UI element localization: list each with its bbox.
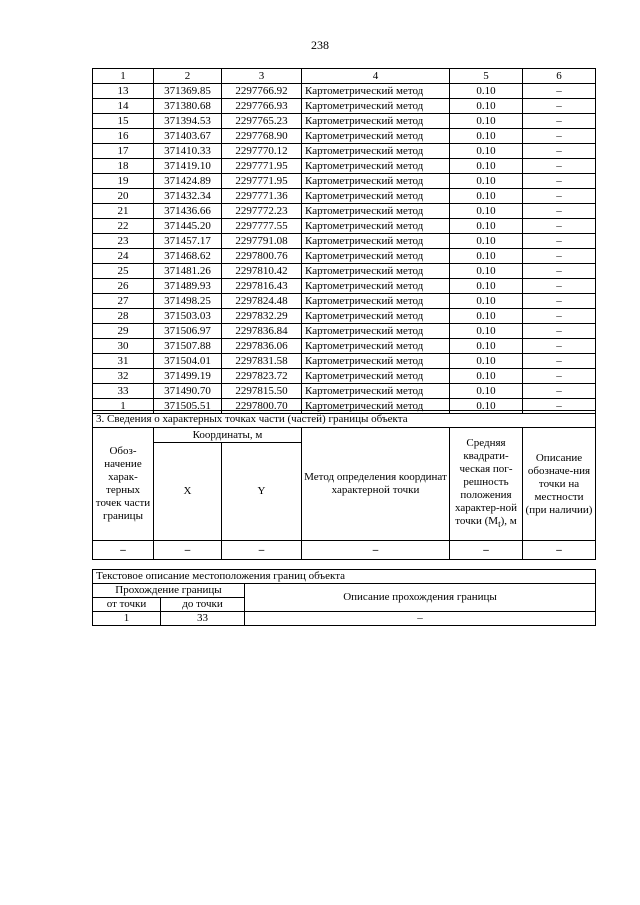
accuracy-header: Средняя квадрати-ческая пог-решность положения характер-ной точки $(M_t)$, м [450, 428, 523, 541]
description-cell: – [523, 159, 596, 174]
method-cell: Картометрический метод [302, 324, 450, 339]
method-cell: Картометрический метод [302, 174, 450, 189]
y-coordinate-cell: 2297836.84 [222, 324, 302, 339]
accuracy-cell: 0.10 [450, 114, 523, 129]
description-cell: – [523, 279, 596, 294]
description-cell: – [523, 234, 596, 249]
point-number-cell: 24 [93, 249, 154, 264]
point-number-cell: 32 [93, 369, 154, 384]
x-coordinate-cell: 371489.93 [154, 279, 222, 294]
method-cell: Картометрический метод [302, 204, 450, 219]
header-cell: 5 [450, 69, 523, 84]
point-number-cell: 29 [93, 324, 154, 339]
method-cell: Картометрический метод [302, 84, 450, 99]
description-cell: – [523, 294, 596, 309]
boundary-text-table [92, 569, 596, 626]
x-coordinate-cell: 371410.33 [154, 144, 222, 159]
method-cell: Картометрический метод [302, 339, 450, 354]
description-cell: – [523, 339, 596, 354]
table-row [93, 294, 596, 309]
accuracy-cell: 0.10 [450, 84, 523, 99]
method-cell: Картометрический метод [302, 189, 450, 204]
to-point-header: до точки [161, 598, 245, 612]
point-number-cell: 31 [93, 354, 154, 369]
point-number-cell: 15 [93, 114, 154, 129]
method-cell: Картометрический метод [302, 129, 450, 144]
header-cell: 2 [154, 69, 222, 84]
y-coordinate-cell: 2297771.95 [222, 159, 302, 174]
method-cell: Картометрический метод [302, 369, 450, 384]
point-number-cell: 1 [93, 399, 154, 414]
x-coordinate-cell: 371419.10 [154, 159, 222, 174]
x-coordinate-cell: 371403.67 [154, 129, 222, 144]
y-coordinate-cell: 2297770.12 [222, 144, 302, 159]
accuracy-cell: 0.10 [450, 129, 523, 144]
point-number-cell: 30 [93, 339, 154, 354]
passage-description-header: Описание прохождения границы [245, 584, 596, 612]
x-coordinate-cell: 371432.34 [154, 189, 222, 204]
description-cell: – [523, 189, 596, 204]
point-number-cell: 22 [93, 219, 154, 234]
accuracy-cell: 0.10 [450, 159, 523, 174]
empty-cell: – [450, 541, 523, 560]
part-points-table [92, 410, 596, 560]
section-title: 3. Сведения о характерных точках части (частей) границы объекта [93, 411, 596, 428]
y-coordinate-cell: 2297836.06 [222, 339, 302, 354]
accuracy-cell: 0.10 [450, 324, 523, 339]
accuracy-cell: 0.10 [450, 339, 523, 354]
method-cell: Картометрический метод [302, 114, 450, 129]
point-number-cell: 28 [93, 309, 154, 324]
passage-header: Прохождение границы [93, 584, 245, 598]
text-description-title: Текстовое описание местоположения границ объекта [93, 570, 596, 584]
accuracy-cell: 0.10 [450, 234, 523, 249]
coordinates-table [92, 68, 596, 414]
description-cell: – [523, 144, 596, 159]
point-number-cell: 23 [93, 234, 154, 249]
x-coordinate-cell: 371457.17 [154, 234, 222, 249]
header-cell: 4 [302, 69, 450, 84]
x-coordinate-cell: 371468.62 [154, 249, 222, 264]
y-coordinate-cell: 2297832.29 [222, 309, 302, 324]
table-row [93, 249, 596, 264]
table-row [93, 204, 596, 219]
method-cell: Картометрический метод [302, 309, 450, 324]
coordinates-header: Координаты, м [154, 428, 302, 443]
description-cell: – [523, 369, 596, 384]
table-header-row [93, 69, 596, 84]
point-number-cell: 17 [93, 144, 154, 159]
empty-cell: – [523, 541, 596, 560]
from-point-value: 1 [93, 612, 161, 626]
point-number-cell: 27 [93, 294, 154, 309]
description-cell: – [523, 84, 596, 99]
y-coordinate-cell: 2297768.90 [222, 129, 302, 144]
x-header: X [154, 443, 222, 541]
accuracy-cell: 0.10 [450, 384, 523, 399]
empty-cell: – [302, 541, 450, 560]
y-coordinate-cell: 2297800.76 [222, 249, 302, 264]
description-cell: – [523, 399, 596, 414]
method-cell: Картометрический метод [302, 294, 450, 309]
table-row [93, 309, 596, 324]
y-coordinate-cell: 2297771.95 [222, 174, 302, 189]
point-number-cell: 13 [93, 84, 154, 99]
x-coordinate-cell: 371499.19 [154, 369, 222, 384]
method-cell: Картометрический метод [302, 384, 450, 399]
x-coordinate-cell: 371424.89 [154, 174, 222, 189]
y-coordinate-cell: 2297766.92 [222, 84, 302, 99]
accuracy-cell: 0.10 [450, 369, 523, 384]
table-row [93, 369, 596, 384]
y-coordinate-cell: 2297771.36 [222, 189, 302, 204]
description-cell: – [523, 219, 596, 234]
table-row [93, 324, 596, 339]
method-cell: Картометрический метод [302, 264, 450, 279]
accuracy-cell: 0.10 [450, 294, 523, 309]
y-header: Y [222, 443, 302, 541]
y-coordinate-cell: 2297824.48 [222, 294, 302, 309]
table-row [93, 114, 596, 129]
table-row [93, 84, 596, 99]
header-cell: 6 [523, 69, 596, 84]
table-row [93, 219, 596, 234]
description-cell: – [523, 264, 596, 279]
description-cell: – [523, 309, 596, 324]
point-number-cell: 25 [93, 264, 154, 279]
y-coordinate-cell: 2297810.42 [222, 264, 302, 279]
method-cell: Картометрический метод [302, 354, 450, 369]
method-cell: Картометрический метод [302, 144, 450, 159]
y-coordinate-cell: 2297831.58 [222, 354, 302, 369]
passage-description-value: – [245, 612, 596, 626]
y-coordinate-cell: 2297766.93 [222, 99, 302, 114]
table-row [93, 279, 596, 294]
point-number-cell: 26 [93, 279, 154, 294]
accuracy-cell: 0.10 [450, 204, 523, 219]
point-number-cell: 20 [93, 189, 154, 204]
x-coordinate-cell: 371505.51 [154, 399, 222, 414]
point-number-cell: 18 [93, 159, 154, 174]
method-cell: Картометрический метод [302, 279, 450, 294]
description-cell: – [523, 354, 596, 369]
header-cell: 1 [93, 69, 154, 84]
x-coordinate-cell: 371498.25 [154, 294, 222, 309]
accuracy-cell: 0.10 [450, 249, 523, 264]
table-row [93, 99, 596, 114]
accuracy-cell: 0.10 [450, 144, 523, 159]
y-coordinate-cell: 2297772.23 [222, 204, 302, 219]
y-coordinate-cell: 2297816.43 [222, 279, 302, 294]
accuracy-cell: 0.10 [450, 354, 523, 369]
y-coordinate-cell: 2297765.23 [222, 114, 302, 129]
x-coordinate-cell: 371490.70 [154, 384, 222, 399]
table-row [93, 234, 596, 249]
accuracy-cell: 0.10 [450, 279, 523, 294]
accuracy-cell: 0.10 [450, 264, 523, 279]
table-row [93, 189, 596, 204]
description-cell: – [523, 99, 596, 114]
description-cell: – [523, 324, 596, 339]
table-row [93, 129, 596, 144]
method-header: Метод определения координат характерной точки [302, 428, 450, 541]
empty-cell: – [154, 541, 222, 560]
header-cell: 3 [222, 69, 302, 84]
x-coordinate-cell: 371436.66 [154, 204, 222, 219]
x-coordinate-cell: 371481.26 [154, 264, 222, 279]
x-coordinate-cell: 371394.53 [154, 114, 222, 129]
description-cell: – [523, 129, 596, 144]
y-coordinate-cell: 2297800.70 [222, 399, 302, 414]
table-row [93, 159, 596, 174]
accuracy-cell: 0.10 [450, 99, 523, 114]
method-cell: Картометрический метод [302, 234, 450, 249]
point-number-cell: 21 [93, 204, 154, 219]
method-cell: Картометрический метод [302, 159, 450, 174]
point-number-cell: 19 [93, 174, 154, 189]
table-row [93, 354, 596, 369]
table-row [93, 144, 596, 159]
x-coordinate-cell: 371503.03 [154, 309, 222, 324]
table-row [93, 339, 596, 354]
x-coordinate-cell: 371445.20 [154, 219, 222, 234]
table-row [93, 264, 596, 279]
y-coordinate-cell: 2297791.08 [222, 234, 302, 249]
method-cell: Картометрический метод [302, 249, 450, 264]
empty-cell: – [222, 541, 302, 560]
y-coordinate-cell: 2297823.72 [222, 369, 302, 384]
description-header: Описание обозначе-ния точки на местности (при наличии) [523, 428, 596, 541]
y-coordinate-cell: 2297815.50 [222, 384, 302, 399]
point-number-cell: 16 [93, 129, 154, 144]
page-number: 238 [311, 38, 329, 52]
description-cell: – [523, 249, 596, 264]
point-number-cell: 33 [93, 384, 154, 399]
method-cell: Картометрический метод [302, 99, 450, 114]
accuracy-cell: 0.10 [450, 189, 523, 204]
description-cell: – [523, 114, 596, 129]
empty-cell: – [93, 541, 154, 560]
description-cell: – [523, 204, 596, 219]
to-point-value: 33 [161, 612, 245, 626]
x-coordinate-cell: 371504.01 [154, 354, 222, 369]
accuracy-cell: 0.10 [450, 174, 523, 189]
method-cell: Картометрический метод [302, 399, 450, 414]
x-coordinate-cell: 371380.68 [154, 99, 222, 114]
description-cell: – [523, 384, 596, 399]
description-cell: – [523, 174, 596, 189]
x-coordinate-cell: 371506.97 [154, 324, 222, 339]
x-coordinate-cell: 371369.85 [154, 84, 222, 99]
designation-header: Обоз-начение харак-терных точек части границы [93, 428, 154, 541]
accuracy-cell: 0.10 [450, 309, 523, 324]
from-point-header: от точки [93, 598, 161, 612]
accuracy-cell: 0.10 [450, 219, 523, 234]
table-row [93, 384, 596, 399]
table-row [93, 174, 596, 189]
accuracy-cell: 0.10 [450, 399, 523, 414]
x-coordinate-cell: 371507.88 [154, 339, 222, 354]
y-coordinate-cell: 2297777.55 [222, 219, 302, 234]
point-number-cell: 14 [93, 99, 154, 114]
method-cell: Картометрический метод [302, 219, 450, 234]
subscript: t [498, 519, 501, 530]
